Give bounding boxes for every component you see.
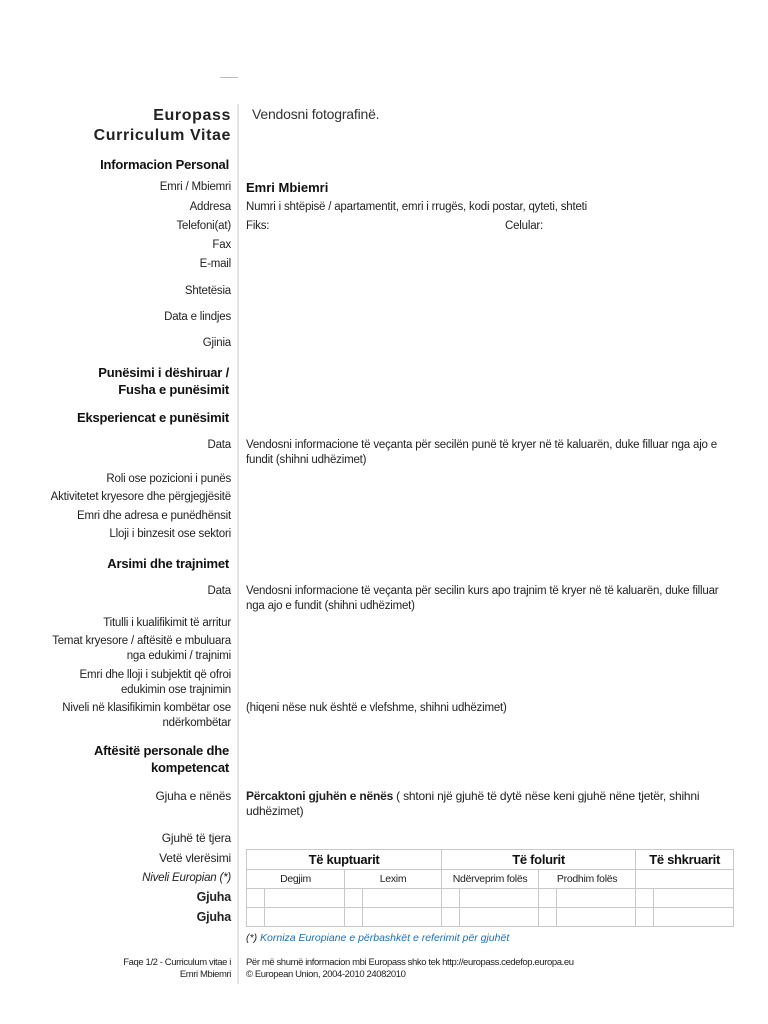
phone-mobile[interactable]: Celular:	[505, 220, 544, 232]
fax-label: Fax	[212, 239, 231, 251]
section-personal-skills	[94, 742, 229, 776]
position-label: Roli ose pozicioni i punës	[106, 473, 231, 485]
footer-page-info	[123, 957, 231, 981]
mother-tongue-rest: ( shtoni një gjuhë të dytë nëse keni gjuhë nëne tjetër, shihni udhëzimet)	[246, 789, 700, 818]
cefr-link[interactable]: Korniza Europiane e përbashkët e referimit për gjuhët	[257, 932, 510, 944]
sub-writing	[636, 870, 734, 889]
birthdate-label: Data e lindjes	[164, 311, 231, 323]
cell-level[interactable]	[345, 889, 363, 908]
cell-level[interactable]	[636, 908, 654, 927]
sub-spoken-interaction: Ndërveprim folës	[442, 870, 539, 889]
language-row-label-1: Gjuha	[196, 890, 231, 904]
cell-level[interactable]	[345, 908, 363, 927]
address-value[interactable]: Numri i shtëpisë / apartamentit, emri i rrugës, kodi postar, qyteti, shteti	[246, 201, 588, 213]
language-row-label-2: Gjuha	[196, 910, 231, 924]
cell-desc[interactable]	[557, 908, 636, 927]
footer-right-line2: © European Union, 2004-2010 24082010	[246, 969, 406, 980]
name-value[interactable]: Emri Mbiemri	[246, 180, 329, 195]
language-self-assessment-table	[246, 849, 734, 927]
skills-title-line1: Aftësitë personale dhe	[93, 743, 229, 758]
cell-desc[interactable]	[265, 908, 345, 927]
desired-employment-line1: Punësimi i dëshiruar /	[98, 365, 229, 380]
section-desired-employment	[98, 364, 229, 398]
desired-employment-line2: Fusha e punësimit	[118, 382, 229, 397]
gender-label: Gjinia	[202, 337, 231, 349]
mother-tongue-bold: Përcaktoni gjuhën e nënës	[246, 789, 394, 803]
work-date-label: Data	[207, 439, 231, 451]
cell-desc[interactable]	[460, 889, 539, 908]
sub-listening: Degjim	[247, 870, 345, 889]
cell-level[interactable]	[539, 908, 557, 927]
level-value[interactable]: (hiqeni nëse nuk është e vlefshme, shihni udhëzimet)	[246, 702, 507, 714]
nationality-label: Shtetësia	[184, 285, 231, 297]
cell-desc[interactable]	[265, 889, 345, 908]
cell-desc[interactable]	[460, 908, 539, 927]
address-label: Addresa	[189, 201, 231, 213]
table-group-header	[247, 850, 734, 870]
sector-label: Lloji i binzesit ose sektori	[109, 528, 231, 540]
cell-desc[interactable]	[557, 889, 636, 908]
footer-europass-info	[246, 957, 574, 981]
cell-level[interactable]	[247, 889, 265, 908]
group-understanding: Të kuptuarit	[247, 850, 442, 870]
european-level-label: Niveli Europian (*)	[142, 872, 231, 884]
employer-label: Emri dhe adresa e punëdhënsit	[76, 510, 231, 522]
group-writing: Të shkruarit	[636, 850, 734, 870]
cell-desc[interactable]	[654, 908, 734, 927]
activities-label: Aktivitetet kryesore dhe përgjegjësitë	[50, 491, 231, 503]
education-date-label: Data	[207, 585, 231, 597]
phone-fixed[interactable]: Fiks:	[246, 220, 270, 232]
section-personal-info: Informacion Personal	[100, 157, 229, 172]
organisation-label: Emri dhe lloji i subjektit që ofroi edukimin ose trajnimin	[79, 669, 231, 696]
email-label: E-mail	[199, 258, 231, 270]
cell-level[interactable]	[539, 889, 557, 908]
table-subheader	[247, 870, 734, 889]
mother-tongue-label: Gjuha e nënës	[155, 789, 231, 803]
column-divider	[237, 104, 239, 984]
footer-right-line1[interactable]: Për më shumë informacion mbi Europass shko tek http://europass.cedefop.europa.eu	[246, 957, 574, 968]
top-rule	[220, 77, 238, 78]
qualification-label: Titulli i kualifikimit të arritur	[103, 617, 231, 629]
phone-label: Telefoni(at)	[176, 220, 231, 232]
education-date-value[interactable]: Vendosni informacione të veçanta për secilin kurs apo trajnim të kryer në të kaluarën, duke filluar nga ajo e fundit (shihni udhëzimet)	[246, 585, 719, 612]
sub-spoken-production: Prodhim folës	[539, 870, 636, 889]
self-assessment-label: Vetë vlerësimi	[159, 851, 231, 865]
table-row	[247, 889, 734, 908]
group-speaking: Të folurit	[442, 850, 636, 870]
mother-tongue-value[interactable]	[246, 789, 726, 819]
footer-left-line1: Faqe 1/2 - Curriculum vitae i	[123, 957, 231, 968]
cell-level[interactable]	[442, 908, 460, 927]
sub-reading: Lexim	[345, 870, 442, 889]
subjects-label: Temat kryesore / aftësitë e mbuluara nga edukimi / trajnimi	[52, 635, 231, 662]
photo-placeholder[interactable]: Vendosni fotografinë.	[252, 106, 380, 122]
cell-level[interactable]	[636, 889, 654, 908]
cell-desc[interactable]	[363, 889, 442, 908]
cv-title-line2: Curriculum Vitae	[93, 127, 231, 144]
table-row	[247, 908, 734, 927]
note-marker: (*)	[246, 932, 258, 944]
skills-title-line2: kompetencat	[151, 760, 229, 775]
cell-desc[interactable]	[654, 889, 734, 908]
section-work-experience: Eksperiencat e punësimit	[77, 410, 229, 425]
cv-title-line1: Europass	[153, 107, 231, 124]
section-education: Arsimi dhe trajnimet	[107, 556, 229, 571]
name-label: Emri / Mbiemri	[159, 181, 231, 193]
cv-title	[94, 106, 231, 146]
cell-level[interactable]	[442, 889, 460, 908]
footer-left-line2: Emri Mbiemri	[179, 969, 231, 980]
other-languages-label: Gjuhë të tjera	[161, 831, 231, 845]
level-label: Niveli në klasifikimin kombëtar ose ndërkombëtar	[62, 702, 231, 729]
work-date-value[interactable]: Vendosni informacione të veçanta për secilën punë të kryer në të kaluarën, duke filluar nga ajo e fundit (shihni udhëzimet)	[246, 439, 717, 466]
cell-level[interactable]	[247, 908, 265, 927]
cefr-note	[246, 932, 509, 944]
cell-desc[interactable]	[363, 908, 442, 927]
